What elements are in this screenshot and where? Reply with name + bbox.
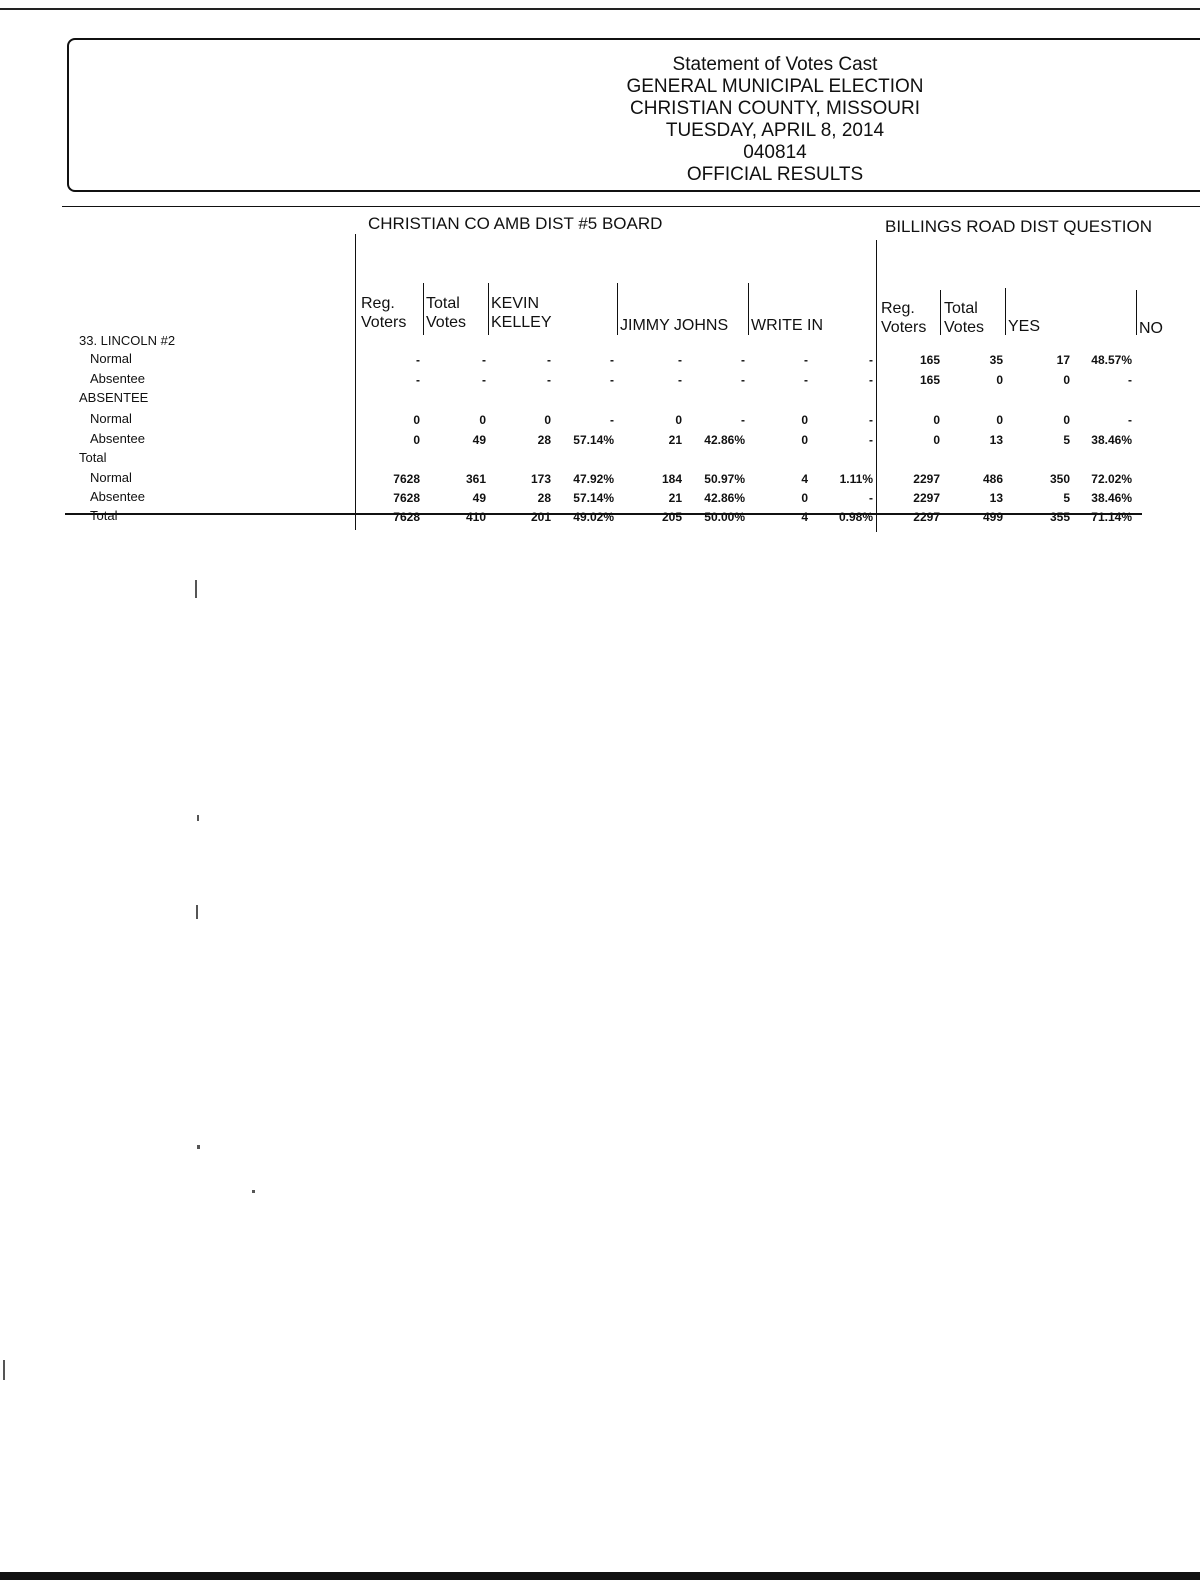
table-cell: 49.02% — [573, 510, 614, 524]
contest1-title: CHRISTIAN CO AMB DIST #5 BOARD — [368, 214, 663, 233]
col-total-votes-header: Total Votes — [426, 295, 467, 331]
section-divider-line — [62, 206, 1200, 207]
contest2-title: BILLINGS ROAD DIST QUESTION — [885, 217, 1153, 236]
col-jimmy-johns-header: JIMMY JOHNS — [620, 317, 729, 334]
header-line: TUESDAY, APRIL 8, 2014 — [665, 120, 885, 141]
row-label: Normal — [90, 411, 132, 426]
table-cell: - — [678, 373, 682, 387]
table-cell: - — [869, 491, 873, 505]
table-cell: 201 — [530, 510, 551, 524]
table-cell: 0 — [933, 433, 940, 447]
scan-speck — [195, 580, 197, 598]
table-cell: 2297 — [913, 491, 940, 505]
table-cell: - — [610, 353, 614, 367]
table-cell: 0 — [801, 413, 808, 427]
table-cell: 5 — [1063, 433, 1070, 447]
table-cell: 1.11% — [839, 472, 873, 486]
top-border-line — [0, 8, 1200, 10]
column-divider — [617, 283, 618, 335]
table-cell: 4 — [801, 472, 808, 486]
table-cell: - — [869, 373, 873, 387]
table-cell: - — [869, 353, 873, 367]
col-kevin-kelley-header: KEVIN KELLEY — [491, 295, 552, 331]
table-cell: - — [547, 373, 551, 387]
table-cell: 0 — [1063, 373, 1070, 387]
table-cell: 50.97% — [704, 472, 745, 486]
table-cell: - — [741, 413, 745, 427]
column-divider — [1136, 290, 1137, 335]
table-cell: 0 — [801, 491, 808, 505]
row-label: Absentee — [90, 371, 145, 386]
header-line: Statement of Votes Cast — [672, 54, 878, 75]
table-cell: 7628 — [393, 491, 420, 505]
row-label: Absentee — [90, 431, 145, 446]
table-cell: 0 — [544, 413, 551, 427]
table-cell: 165 — [919, 353, 940, 367]
table-cell: 0 — [1063, 413, 1070, 427]
table-cell: 205 — [661, 510, 682, 524]
table-cell: 49 — [472, 491, 486, 505]
column-divider — [940, 290, 941, 335]
table-cell: - — [1128, 373, 1132, 387]
table-cell: 0 — [413, 413, 420, 427]
column-divider — [748, 283, 749, 335]
table-cell: - — [869, 433, 873, 447]
table-cell: 35 — [989, 353, 1003, 367]
row-label: ABSENTEE — [79, 390, 149, 405]
table-cell: 0 — [996, 373, 1003, 387]
scan-speck — [197, 815, 199, 821]
table-cell: 184 — [661, 472, 682, 486]
row-label: Total — [90, 508, 118, 523]
table-cell: 42.86% — [704, 491, 745, 505]
scan-speck — [197, 1145, 200, 1149]
col-total-votes-header: Total Votes — [944, 300, 985, 336]
table-cell: - — [741, 353, 745, 367]
row-label: Total — [79, 450, 107, 465]
table-cell: 486 — [982, 472, 1003, 486]
col-no-header: NO — [1139, 320, 1163, 337]
col-reg-voters-header: Reg. Voters — [361, 295, 407, 331]
column-divider — [1005, 288, 1006, 335]
column-divider — [423, 283, 424, 335]
table-cell: - — [804, 373, 808, 387]
table-cell: 47.92% — [573, 472, 614, 486]
table-cell: 28 — [537, 491, 551, 505]
table-cell: 38.46% — [1091, 491, 1132, 505]
table-cell: 0 — [479, 413, 486, 427]
row-label: Normal — [90, 351, 132, 366]
table-cell: 2297 — [913, 510, 940, 524]
table-cell: 57.14% — [573, 491, 614, 505]
table-cell: 173 — [530, 472, 551, 486]
table-cell: 0 — [933, 413, 940, 427]
table-cell: 410 — [465, 510, 486, 524]
table-cell: 350 — [1049, 472, 1070, 486]
table-cell: 5 — [1063, 491, 1070, 505]
column-divider — [488, 283, 489, 335]
table-cell: 50.00% — [704, 510, 745, 524]
table-cell: - — [610, 413, 614, 427]
table-cell: - — [416, 373, 420, 387]
table-cell: - — [482, 373, 486, 387]
table-cell: 21 — [668, 491, 682, 505]
table-cell: 499 — [982, 510, 1003, 524]
row-label: 33. LINCOLN #2 — [79, 333, 176, 348]
table-cell: - — [610, 373, 614, 387]
table-cell: 72.02% — [1091, 472, 1132, 486]
scan-speck — [196, 905, 198, 919]
header-line: GENERAL MUNICIPAL ELECTION — [626, 76, 924, 97]
table-cell: - — [547, 353, 551, 367]
table-cell: 57.14% — [573, 433, 614, 447]
table-cell: 38.46% — [1091, 433, 1132, 447]
table-cell: 361 — [465, 472, 486, 486]
table-cell: 0 — [675, 413, 682, 427]
table-cell: 165 — [919, 373, 940, 387]
table-cell: 0 — [996, 413, 1003, 427]
col-reg-voters-header: Reg. Voters — [881, 300, 927, 336]
table-cell: 42.86% — [704, 433, 745, 447]
table-cell: 13 — [989, 433, 1003, 447]
table-cell: 0.98% — [838, 510, 873, 524]
header-line: CHRISTIAN COUNTY, MISSOURI — [630, 98, 920, 119]
table-cell: - — [416, 353, 420, 367]
col-yes-header: YES — [1008, 318, 1041, 335]
table-cell: 49 — [472, 433, 486, 447]
table-cell: - — [1128, 413, 1132, 427]
scan-speck — [252, 1190, 255, 1193]
table-cell: - — [741, 373, 745, 387]
table-cell: 13 — [989, 491, 1003, 505]
table-cell: 71.14% — [1091, 510, 1132, 524]
header-line: OFFICIAL RESULTS — [686, 164, 864, 185]
table-cell: 28 — [537, 433, 551, 447]
table-cell: 355 — [1049, 510, 1070, 524]
table-cell: - — [804, 353, 808, 367]
bottom-scan-edge — [0, 1572, 1200, 1580]
table-cell: - — [678, 353, 682, 367]
table-cell: 48.57% — [1091, 353, 1132, 367]
table-cell: 7628 — [393, 472, 420, 486]
row-label: Normal — [90, 470, 132, 485]
table-cell: 0 — [413, 433, 420, 447]
table-cell: 4 — [801, 510, 808, 524]
table-cell: - — [869, 413, 873, 427]
scan-speck — [3, 1360, 5, 1380]
header-line: 040814 — [743, 142, 807, 163]
table-cell: - — [482, 353, 486, 367]
report-header — [570, 54, 980, 186]
table-cell: 7628 — [393, 510, 420, 524]
table-cell: 2297 — [913, 472, 940, 486]
col-write-in-header: WRITE IN — [751, 317, 823, 334]
table-cell: 17 — [1056, 353, 1070, 367]
table-cell: 0 — [801, 433, 808, 447]
row-label: Absentee — [90, 489, 145, 504]
table-cell: 21 — [668, 433, 682, 447]
